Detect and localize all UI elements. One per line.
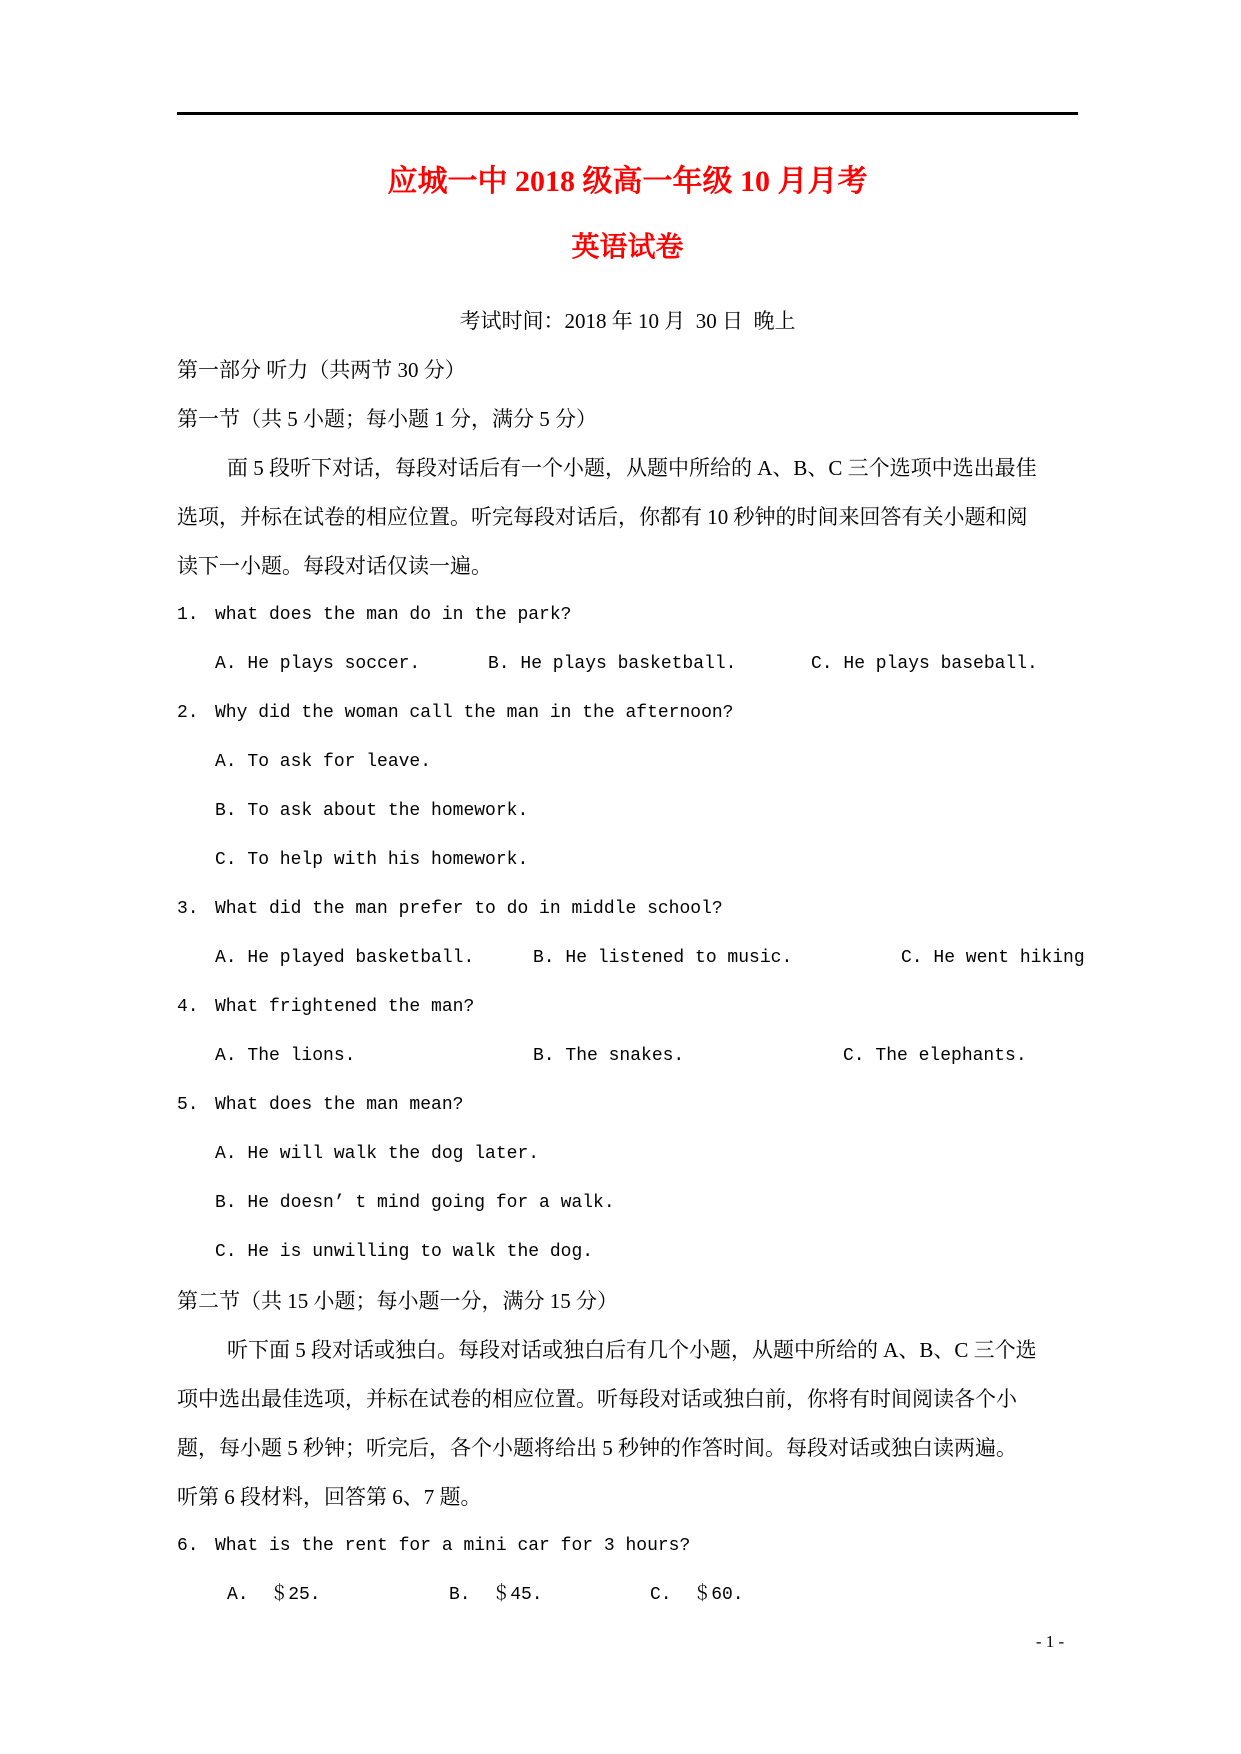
exam-time: 考试时间：2018 年 10 月 30 日 晚上	[459, 309, 796, 333]
question-3	[177, 885, 1078, 934]
question-5-option-c: C. He is unwilling to walk the dog.	[215, 1242, 594, 1262]
question-4-option-b: B. The snakes.	[533, 1046, 685, 1066]
question-2-option-b: B. To ask about the homework.	[215, 801, 529, 821]
question-1-option-b: B. He plays basketball.	[488, 654, 737, 674]
section1-intro-line-3: 读下一小题。每段对话仅读一遍。	[177, 554, 492, 578]
question-6	[177, 1522, 1078, 1571]
page-title: 应城一中 2018 级高一年级 10 月月考	[387, 165, 868, 198]
material-6-note: 听第 6 段材料，回答第 6、7 题。	[177, 1485, 482, 1509]
question-5-text: What does the man mean?	[215, 1095, 464, 1115]
section1-heading: 第一节（共 5 小题；每小题 1 分，满分 5 分）	[177, 407, 597, 431]
section2-intro-line-2: 项中选出最佳选项，并标在试卷的相应位置。听每段对话或独白前，你将有时间阅读各个小	[177, 1387, 1017, 1411]
part1-heading: 第一部分 听力（共两节 30 分）	[177, 358, 466, 382]
question-6-option-c: C. ＄60.	[650, 1585, 744, 1605]
question-3-options	[177, 934, 1085, 983]
question-6-number: 6.	[177, 1536, 199, 1556]
question-5-option-b: B. He doesn’ t mind going for a walk.	[215, 1193, 615, 1213]
question-3-number: 3.	[177, 899, 199, 919]
question-2-option-a: A. To ask for leave.	[215, 752, 432, 772]
question-4-number: 4.	[177, 997, 199, 1017]
section1-intro-line-2: 选项，并标在试卷的相应位置。听完每段对话后，你都有 10 秒钟的时间来回答有关小题和阅	[177, 505, 1028, 529]
question-2	[177, 689, 1078, 738]
question-3-option-b: B. He listened to music.	[533, 948, 793, 968]
question-5-option-a: A. He will walk the dog later.	[215, 1144, 540, 1164]
question-1	[177, 591, 1078, 640]
section1-intro-line-1: 面 5 段听下对话，每段对话后有一个小题，从题中所给的 A、B、C 三个选项中选出最佳	[227, 456, 1037, 480]
header-divider	[177, 112, 1078, 115]
question-6-option-b: B. ＄45.	[449, 1585, 543, 1605]
question-5	[177, 1081, 1078, 1130]
question-1-option-c: C. He plays baseball.	[811, 654, 1038, 674]
question-3-text: What did the man prefer to do in middle school?	[215, 899, 723, 919]
question-6-options	[177, 1571, 1078, 1620]
question-1-options	[177, 640, 1078, 689]
question-3-option-c: C. He went hiking	[901, 948, 1085, 968]
question-1-number: 1.	[177, 605, 199, 625]
question-4-option-c: C. The elephants.	[843, 1046, 1027, 1066]
section2-heading: 第二节（共 15 小题；每小题一分，满分 15 分）	[177, 1289, 618, 1313]
exam-body	[177, 297, 1085, 1620]
question-6-text: What is the rent for a mini car for 3 hours?	[215, 1536, 691, 1556]
section2-intro-line-1: 听下面 5 段对话或独白。每段对话或独白后有几个小题，从题中所给的 A、B、C 三个选	[227, 1338, 1037, 1362]
question-1-text: what does the man do in the park?	[215, 605, 572, 625]
section2-intro-line-3: 题，每小题 5 秒钟；听完后，各个小题将给出 5 秒钟的作答时间。每段对话或独白读两遍。	[177, 1436, 1017, 1460]
question-6-option-a: A. ＄25.	[227, 1585, 321, 1605]
page-subtitle: 英语试卷	[571, 232, 684, 263]
question-4-option-a: A. The lions.	[215, 1046, 356, 1066]
question-2-number: 2.	[177, 703, 199, 723]
question-3-option-a: A. He played basketball.	[215, 948, 475, 968]
question-4-text: What frightened the man?	[215, 997, 475, 1017]
question-5-number: 5.	[177, 1095, 199, 1115]
question-1-option-a: A. He plays soccer.	[215, 654, 421, 674]
question-2-option-c: C. To help with his homework.	[215, 850, 529, 870]
question-4-options	[177, 1032, 1078, 1081]
question-2-text: Why did the woman call the man in the afternoon?	[215, 703, 734, 723]
question-4	[177, 983, 1078, 1032]
page-number: - 1 -	[1035, 1632, 1065, 1651]
